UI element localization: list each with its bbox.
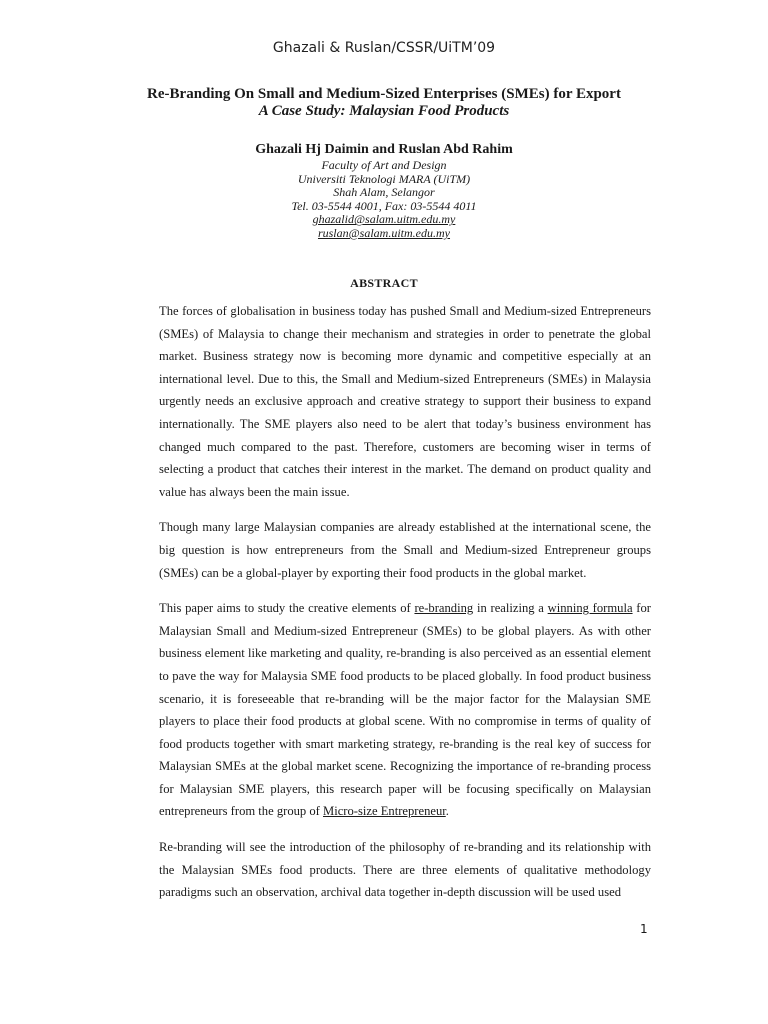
title-block (0, 86, 768, 120)
paper-subtitle: A Case Study: Malaysian Food Products (258, 103, 510, 119)
p3-text-1: This paper aims to study the creative elements of (159, 601, 415, 616)
running-header: Ghazali & Ruslan/CSSR/UiTM’09 (272, 40, 496, 56)
author-email-1[interactable] (0, 213, 768, 227)
abstract-paragraph-1: The forces of globalisation in business today has pushed Small and Medium-sized Entrepreneurs (SMEs) of Malaysia to change their mechanism and strategies in order to penetrate the global market. Business strategy now is becoming more dynamic and competitive especially at an international level. Due to this, the Small and Medium-sized Entrepreneurs (SMEs) in Malaysia urgently needs an exclusive approach and creative strategy to support their business to expand internationally. The SME players also need to be alert that today’s business environment has changed much compared to the past. Therefore, customers are becoming wiser in terms of selecting a product that catches their interest in the market. The demand on product quality and value has always been the main issue. (159, 304, 651, 499)
underlined-micro-size-entrepreneur: Micro-size Entrepreneur (323, 804, 446, 819)
abstract-heading: ABSTRACT (350, 276, 418, 290)
p3-text-4: . (445, 804, 449, 819)
underlined-winning-formula: winning formula (547, 601, 633, 616)
affiliation-contact: Tel. 03-5544 4001, Fax: 03-5544 4011 (291, 198, 477, 213)
page-number: 1 (640, 922, 648, 936)
underlined-re-branding: re-branding (414, 601, 474, 616)
affiliation-faculty: Faculty of Art and Design (321, 158, 447, 172)
author-names: Ghazali Hj Daimin and Ruslan Abd Rahim (255, 142, 513, 157)
abstract-paragraph-3 (159, 597, 651, 823)
abstract-paragraph-4: Re-branding will see the introduction of the philosophy of re-branding and its relationship with the Malaysian SMEs food products. There are three elements of qualitative methodology paradigms such an observation, archival data together in-depth discussion will be used used (159, 840, 651, 900)
affiliation-university: Universiti Teknologi MARA (UiTM) (297, 171, 471, 186)
p3-text-2: in realizing a (473, 601, 548, 616)
abstract-body (159, 300, 651, 917)
p3-text-3: for Malaysian Small and Medium-sized Entrepreneur (SMEs) to be global players. As with other business element like marketing and quality, re-branding is also perceived as an essential element to pave the way for Malaysia SME food products to be placed globally. In food product business scenario, it is foreseeable that re-branding will be the major factor for the Malaysian SME players to place their food products at global scene. With no compromise in terms of quality of food products together with smart marketing strategy, re-branding is the real key of success for Malaysian SMEs at the global market scene. Recognizing the importance of re-branding process for Malaysian SME players, this research paper will be focusing specifically on Malaysian entrepreneurs from the group of (159, 601, 651, 819)
authors-block (0, 142, 768, 241)
email-link-2[interactable]: ruslan@salam.uitm.edu.my (317, 225, 451, 240)
affiliation-location: Shah Alam, Selangor (333, 185, 435, 200)
abstract-paragraph-2: Though many large Malaysian companies are already established at the international scene, the big question is how entrepreneurs from the Small and Medium-sized Entrepreneur groups (SMEs) can be a global-player by exporting their food products in the global market. (159, 520, 651, 580)
paper-title: Re-Branding On Small and Medium-Sized Enterprises (SMEs) for Export (147, 86, 621, 102)
author-email-2[interactable] (0, 227, 768, 241)
email-link-1[interactable]: ghazalid@salam.uitm.edu.my (312, 212, 456, 227)
